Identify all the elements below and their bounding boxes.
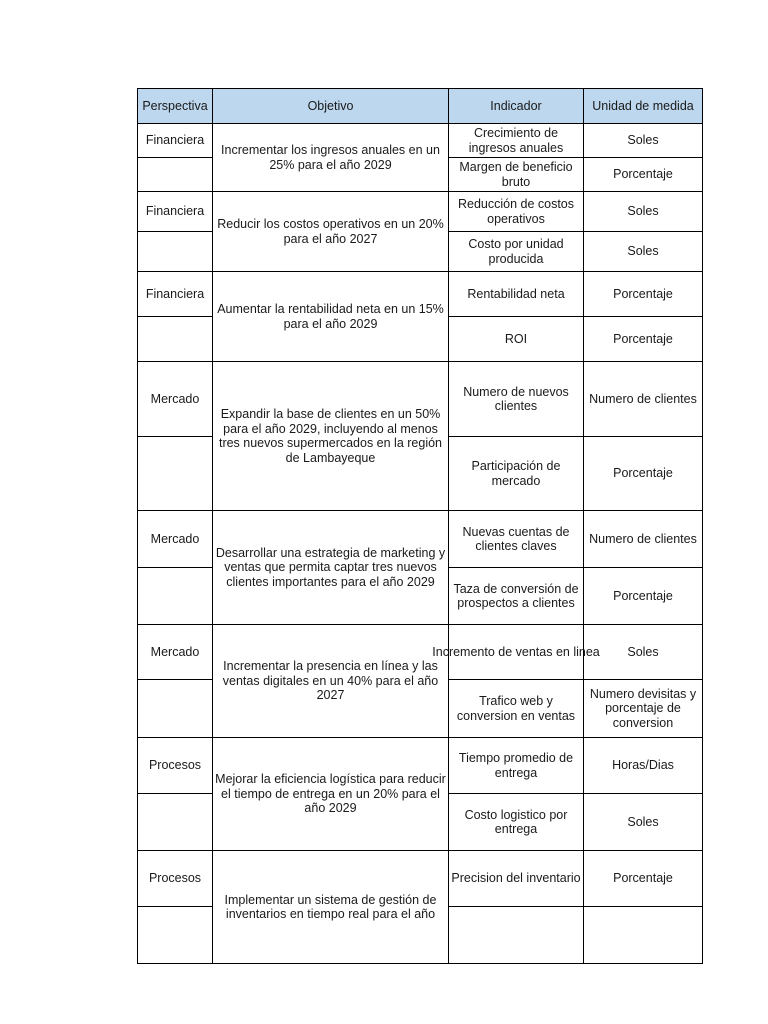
unidad-cell: Numero devisitas y porcentaje de conversion — [584, 680, 703, 738]
objetivo-cell: Implementar un sistema de gestión de inventarios en tiempo real para el año — [213, 851, 449, 964]
unidad-cell: Porcentaje — [584, 437, 703, 511]
perspectiva-cell: Financiera — [138, 192, 213, 232]
perspectiva-cell-empty — [138, 317, 213, 362]
unidad-cell — [584, 907, 703, 964]
indicador-cell: Taza de conversión de prospectos a clientes — [449, 568, 584, 625]
perspectiva-cell-empty — [138, 158, 213, 192]
objetivo-cell: Aumentar la rentabilidad neta en un 15% para el año 2029 — [213, 272, 449, 362]
objetivo-cell: Incrementar los ingresos anuales en un 25% para el año 2029 — [213, 124, 449, 192]
table-row — [138, 625, 703, 680]
perspectiva-cell: Mercado — [138, 625, 213, 680]
unidad-cell: Numero de clientes — [584, 511, 703, 568]
indicador-cell: Crecimiento de ingresos anuales — [449, 124, 584, 158]
header-perspectiva: Perspectiva — [138, 89, 213, 124]
perspectiva-cell: Procesos — [138, 738, 213, 794]
indicador-cell: Margen de beneficio bruto — [449, 158, 584, 192]
header-objetivo: Objetivo — [213, 89, 449, 124]
indicador-cell: Reducción de costos operativos — [449, 192, 584, 232]
indicador-cell — [449, 907, 584, 964]
table-row — [138, 124, 703, 158]
table-row — [138, 851, 703, 907]
indicador-cell: Participación de mercado — [449, 437, 584, 511]
perspectiva-cell-empty — [138, 680, 213, 738]
table-row — [138, 511, 703, 568]
indicador-cell: Tiempo promedio de entrega — [449, 738, 584, 794]
objetivo-cell: Reducir los costos operativos en un 20% para el año 2027 — [213, 192, 449, 272]
indicador-cell: Rentabilidad neta — [449, 272, 584, 317]
table-row — [138, 738, 703, 794]
indicador-cell: Numero de nuevos clientes — [449, 362, 584, 437]
indicador-cell: Costo por unidad producida — [449, 232, 584, 272]
unidad-cell: Porcentaje — [584, 851, 703, 907]
perspectiva-cell-empty — [138, 794, 213, 851]
unidad-cell: Numero de clientes — [584, 362, 703, 437]
unidad-cell: Soles — [584, 124, 703, 158]
perspectiva-cell: Financiera — [138, 124, 213, 158]
indicador-cell: Costo logistico por entrega — [449, 794, 584, 851]
kpi-table — [137, 88, 703, 964]
indicador-cell: Precision del inventario — [449, 851, 584, 907]
objetivo-cell: Mejorar la eficiencia logística para reducir el tiempo de entrega en un 20% para el año 2029 — [213, 738, 449, 851]
unidad-cell: Porcentaje — [584, 272, 703, 317]
objetivo-cell: Expandir la base de clientes en un 50% para el año 2029, incluyendo al menos tres nuevos supermercados en la región de Lambayeque — [213, 362, 449, 511]
unidad-cell: Soles — [584, 794, 703, 851]
unidad-cell: Horas/Dias — [584, 738, 703, 794]
kpi-sheet — [137, 88, 702, 921]
perspectiva-cell: Mercado — [138, 511, 213, 568]
table-row — [138, 272, 703, 317]
unidad-cell: Soles — [584, 232, 703, 272]
header-unidad: Unidad de medida — [584, 89, 703, 124]
indicador-cell: ROI — [449, 317, 584, 362]
unidad-cell: Porcentaje — [584, 158, 703, 192]
perspectiva-cell-empty — [138, 568, 213, 625]
table-row — [138, 192, 703, 232]
indicador-cell: Nuevas cuentas de clientes claves — [449, 511, 584, 568]
header-row — [138, 89, 703, 124]
perspectiva-cell-empty — [138, 232, 213, 272]
indicador-text: Incremento de ventas en linea — [432, 644, 600, 659]
indicador-cell — [432, 625, 600, 680]
unidad-cell: Soles — [584, 625, 703, 680]
header-indicador: Indicador — [449, 89, 584, 124]
objetivo-cell: Desarrollar una estrategia de marketing y ventas que permita captar tres nuevos clientes importantes para el año 2029 — [213, 511, 449, 625]
perspectiva-cell-empty — [138, 907, 213, 964]
perspectiva-cell: Procesos — [138, 851, 213, 907]
perspectiva-cell-empty — [138, 437, 213, 511]
unidad-cell: Soles — [584, 192, 703, 232]
table-row — [138, 362, 703, 437]
perspectiva-cell: Mercado — [138, 362, 213, 437]
unidad-cell: Porcentaje — [584, 568, 703, 625]
perspectiva-cell: Financiera — [138, 272, 213, 317]
objetivo-cell: Incrementar la presencia en línea y las ventas digitales en un 40% para el año 2027 — [213, 625, 449, 738]
unidad-cell: Porcentaje — [584, 317, 703, 362]
indicador-cell: Trafico web y conversion en ventas — [449, 680, 584, 738]
